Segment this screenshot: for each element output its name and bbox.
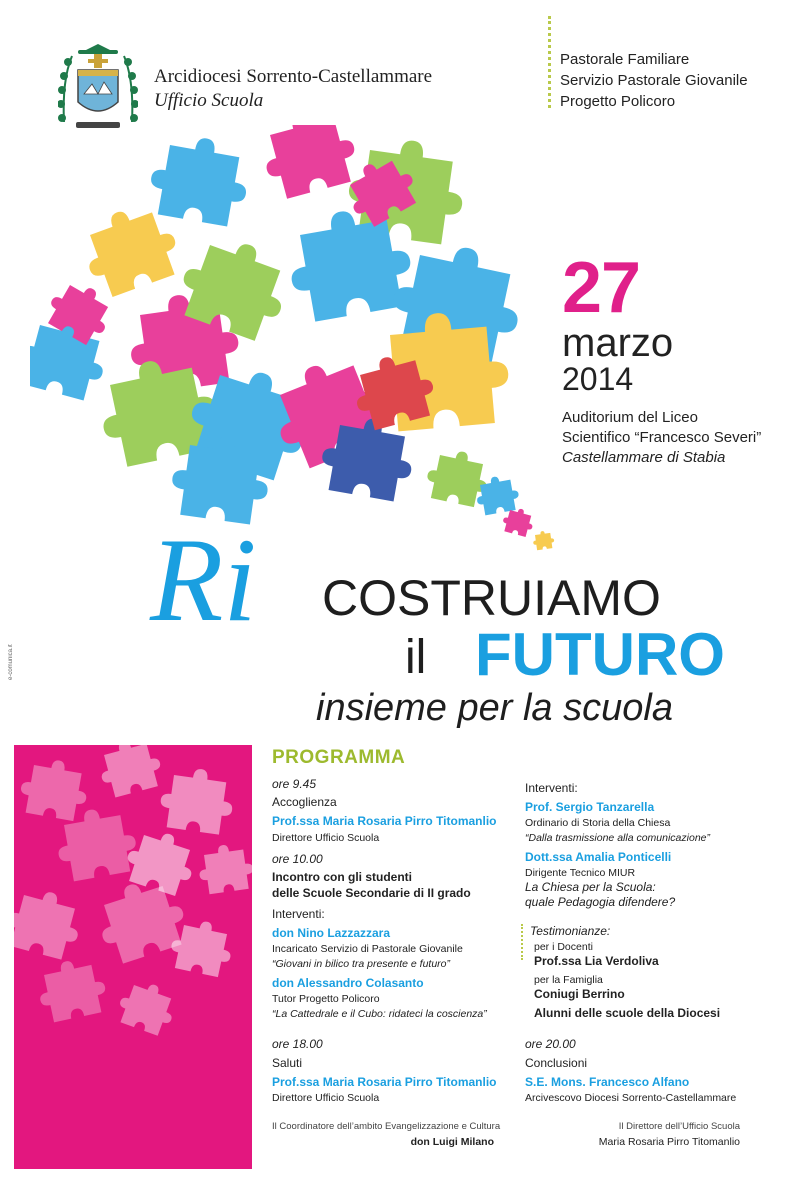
speaker-name: don Nino Lazzazzara (272, 926, 391, 940)
title-word-futuro: FUTURO (475, 621, 725, 688)
partner-item: Pastorale Familiare (560, 51, 690, 68)
venue-city: Castellammare di Stabia (562, 449, 726, 466)
time-label: ore 9.45 (272, 777, 317, 791)
talk-title: “Dalla trasmissione alla comunicazione” (525, 832, 710, 844)
partner-item: Servizio Pastorale Giovanile (560, 72, 748, 89)
testimony-name: Prof.ssa Lia Verdoliva (534, 954, 659, 968)
section-label: Testimonianze: (530, 924, 611, 938)
speaker-name: S.E. Mons. Francesco Alfano (525, 1075, 690, 1089)
signature-name: Maria Rosaria Pirro Titomanlio (598, 1136, 740, 1148)
testimony-label: per la Famiglia (534, 974, 603, 986)
talk-title: “La Cattedrale e il Cubo: ridateci la coscienza” (272, 1008, 487, 1020)
speaker-name: Prof.ssa Maria Rosaria Pirro Titomanlio (272, 1075, 497, 1089)
side-credit: e-comunica.it (8, 644, 14, 680)
title-prefix: Ri (150, 513, 257, 646)
speaker-role: Direttore Ufficio Scuola (272, 832, 380, 844)
speaker-role: Direttore Ufficio Scuola (272, 1092, 380, 1104)
speaker-role: Incaricato Servizio di Pastorale Giovanile (272, 943, 463, 955)
agenda-item: Conclusioni (525, 1056, 588, 1070)
pink-puzzle-pattern-icon (14, 745, 252, 1169)
talk-title: La Chiesa per la Scuola: (525, 880, 656, 894)
title-word-costruiamo: COSTRUIAMO (322, 570, 661, 626)
event-venue (562, 408, 761, 468)
speaker-role: Tutor Progetto Policoro (272, 993, 380, 1005)
time-label: ore 20.00 (525, 1037, 576, 1051)
puzzle-pieces-illustration (30, 125, 570, 565)
time-label: ore 18.00 (272, 1037, 323, 1051)
archdiocese-crest-icon (58, 40, 138, 134)
programme-heading: PROGRAMMA (272, 747, 406, 768)
organization-name: Arcidiocesi Sorrento-Castellammare (154, 66, 433, 87)
speaker-name: Prof. Sergio Tanzarella (525, 800, 655, 814)
testimony-name: Alunni delle scuole della Diocesi (534, 1006, 721, 1020)
agenda-item: Incontro con gli studenti (272, 870, 412, 884)
agenda-item: Accoglienza (272, 795, 337, 809)
header-divider (548, 16, 551, 108)
title-tagline: insieme per la scuola (316, 687, 673, 729)
section-label: Interventi: (272, 907, 325, 921)
section-label: Interventi: (525, 781, 578, 795)
speaker-name: don Alessandro Colasanto (272, 976, 424, 990)
agenda-item: Saluti (272, 1056, 303, 1070)
agenda-item: delle Scuole Secondarie di II grado (272, 886, 471, 900)
testimony-label: per i Docenti (534, 941, 593, 953)
time-label: ore 10.00 (272, 852, 323, 866)
title-word-il: il (405, 631, 427, 684)
speaker-name: Dott.ssa Amalia Ponticelli (525, 850, 672, 864)
event-day: 27 (562, 248, 641, 328)
testimonianze-divider (521, 924, 523, 960)
signature-role: Il Direttore dell’Ufficio Scuola (618, 1121, 740, 1132)
testimony-name: Coniugi Berrino (534, 987, 625, 1001)
signature-role: Il Coordinatore dell’ambito Evangelizzazione e Cultura (272, 1121, 501, 1132)
speaker-role: Dirigente Tecnico MIUR (525, 867, 636, 879)
speaker-role: Ordinario di Storia della Chiesa (525, 817, 671, 829)
talk-title: “Giovani in bilico tra presente e futuro” (272, 958, 451, 970)
event-year: 2014 (562, 361, 634, 397)
pink-puzzle-panel (14, 745, 252, 1169)
venue-line: Scientifico “Francesco Severi” (562, 429, 762, 446)
partner-list (560, 49, 748, 112)
partner-item: Progetto Policoro (560, 93, 676, 110)
organization-office: Ufficio Scuola (154, 90, 264, 111)
talk-title: quale Pedagogia difendere? (525, 895, 676, 909)
speaker-role: Arcivescovo Diocesi Sorrento-Castellammare (525, 1092, 737, 1104)
speaker-name: Prof.ssa Maria Rosaria Pirro Titomanlio (272, 814, 497, 828)
signature-name: don Luigi Milano (410, 1136, 494, 1148)
venue-line: Auditorium del Liceo (562, 409, 698, 426)
event-month: marzo (562, 321, 674, 365)
